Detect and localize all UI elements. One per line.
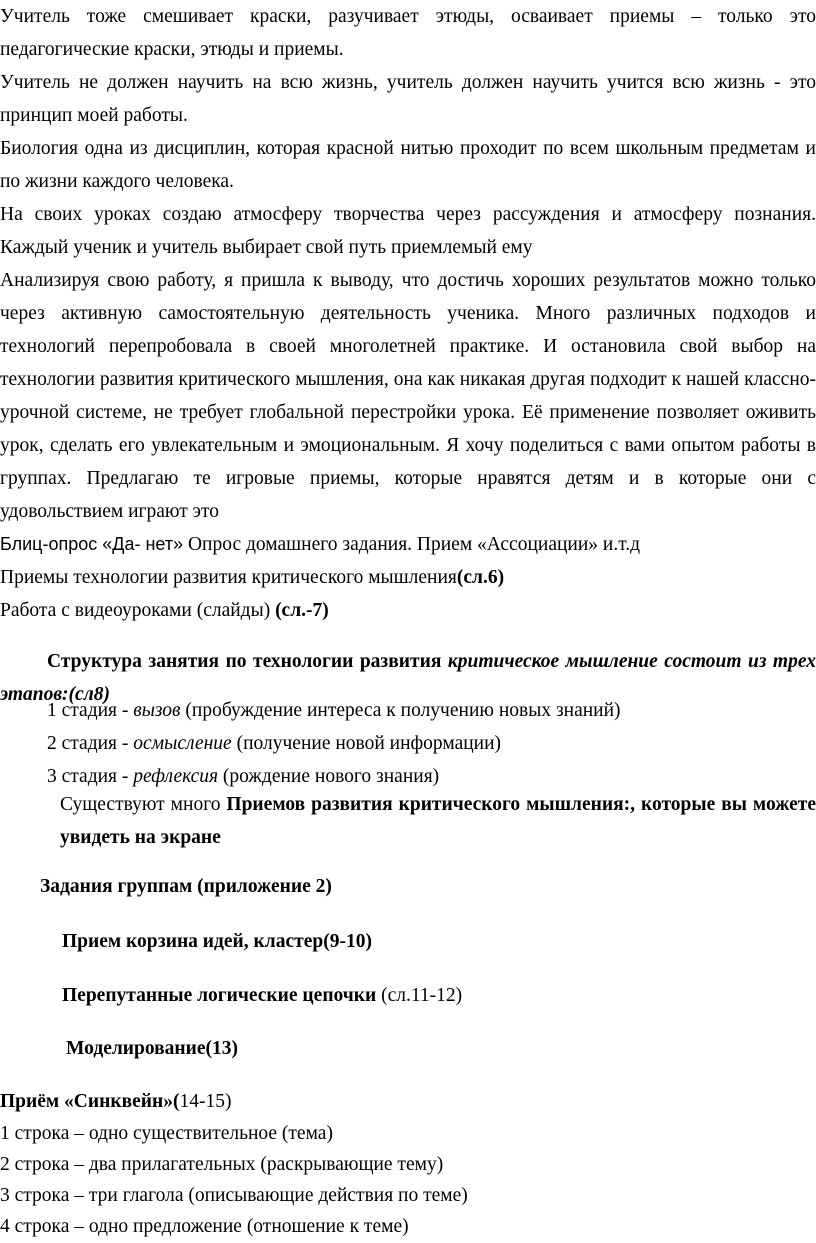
blitz-rest: Опрос домашнего задания. Прием «Ассоциации» и.т.д [183, 534, 641, 555]
cinquain-line-2: 2 строка – два прилагательных (раскрывающие тему) [0, 1154, 444, 1175]
chains-heading [62, 979, 462, 1012]
intro-paragraph-1: Учитель тоже смешивает краски, разучивает этюды, осваивает приемы – только это педагогические краски, этюды и приемы. [0, 6, 816, 60]
video-ref: (сл.-7) [275, 600, 329, 621]
modeling-heading [66, 1032, 238, 1065]
techniques-text: Приемы технологии развития критического мышления [0, 567, 457, 588]
cinquain-title-bold: Приём «Синквейн»( [0, 1091, 180, 1112]
modeling-text: Моделирование(13) [66, 1038, 239, 1059]
stage-1-term: вызов [133, 700, 181, 721]
cinquain-line-4: 4 строка – одно предложение (отношение к теме) [0, 1216, 409, 1237]
intro-paragraph-2: Учитель не должен научить на всю жизнь, учитель должен научить учится всю жизнь - это принцип моей работы. [0, 72, 816, 126]
cinquain-line-3: 3 строка – три глагола (описывающие действия по теме) [0, 1185, 468, 1206]
intro-paragraph-3: Биология одна из дисциплин, которая красной нитью проходит по всем школьным предметам и по жизни каждого человека. [0, 138, 816, 192]
structure-italic: критическое мышление состоит из трех этапов:(сл8) [0, 651, 816, 705]
basket-heading [62, 925, 372, 958]
chains-ref: (сл.11-12) [376, 985, 463, 1006]
structure-bold: Структура занятия по технологии развития [47, 651, 448, 672]
video-text: Работа с видеоуроками (слайды) [0, 600, 276, 621]
stage-1-desc: (пробуждение интереса к получению новых знаний) [180, 700, 621, 721]
tasks-heading [40, 870, 332, 903]
stage-3-desc: (рождение нового знания) [218, 766, 440, 787]
stage-3-term: рефлексия [133, 766, 219, 787]
intro-paragraph-4: На своих уроках создаю атмосферу творчества через рассуждения и атмосферу познания. Каждый ученик и учитель выбирает свой путь приемлемый ему [0, 204, 816, 258]
intro-paragraph-5: Анализируя свою работу, я пришла к выводу, что достичь хороших результатов можно только через активную самостоятельную деятельность ученика. Много различных подходов и технологий перепробовала в своей многолетней практике. И остановила свой выбор на технологии развития критического мышления, она как никакая другая подходит к нашей классно-урочной системе, не требует глобальной перестройки урока. Её применение позволяет оживить урок, сделать его увлекательным и эмоциональным. Я хочу поделиться с вами опытом работы в группах. Предлагаю те игровые приемы, которые нравятся детям и в которые они с удовольствием играют это [0, 270, 816, 522]
many-techniques [60, 788, 816, 854]
many-bold: Приемов развития критического мышления:, которые вы можете увидеть на экране [60, 794, 816, 848]
blitz-label: Блиц-опрос «Да- нет» [0, 534, 184, 554]
stage-1-label: 1 стадия - [47, 700, 134, 721]
tasks-text: Задания группам (приложение 2) [40, 876, 332, 897]
techniques-line [0, 561, 504, 594]
many-plain: Существуют много [60, 794, 227, 815]
chains-bold: Перепутанные логические цепочки [62, 985, 377, 1006]
stage-3-label: 3 стадия - [47, 766, 134, 787]
stage-2-term: осмысление [133, 733, 232, 754]
blitz-line [0, 528, 640, 561]
cinquain-line-1: 1 строка – одно существительное (тема) [0, 1123, 333, 1144]
cinquain-title [0, 1085, 232, 1118]
video-line [0, 594, 329, 627]
stage-2-desc: (получение новой информации) [231, 733, 502, 754]
techniques-ref: (сл.6) [456, 567, 505, 588]
stage-2 [47, 727, 501, 760]
basket-text: Прием корзина идей, кластер(9-10) [62, 931, 372, 952]
stage-1 [47, 694, 621, 727]
stage-2-label: 2 стадия - [47, 733, 134, 754]
cinquain-title-ref: 14-15) [179, 1091, 232, 1112]
